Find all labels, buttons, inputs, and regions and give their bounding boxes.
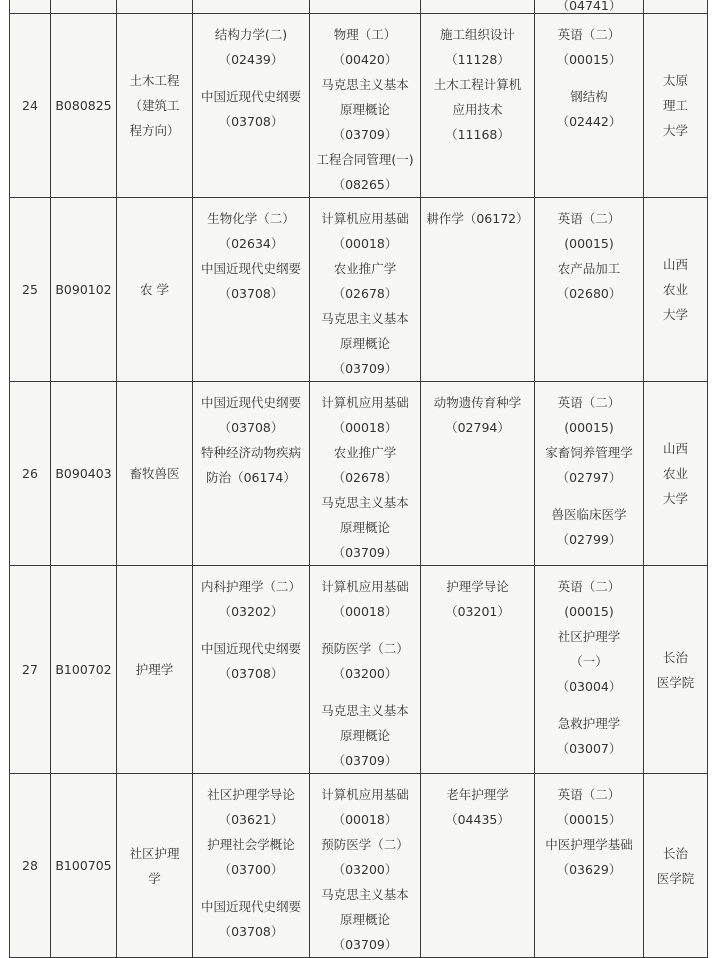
cell-line: 农业 [662, 282, 688, 297]
row-number [10, 566, 51, 774]
cell-line [312, 686, 418, 698]
cell-line: （03708） [218, 114, 284, 129]
cell-line: 27 [22, 662, 38, 677]
school-name [644, 14, 708, 198]
cell-line: 马克思主义基本 [321, 77, 409, 92]
cell-line: 中国近现代史纲要 [200, 641, 301, 656]
cell-line: 施工组织设计 [439, 27, 515, 42]
course-cell-2 [310, 774, 421, 958]
row-number [10, 14, 51, 198]
course-cell-2 [310, 566, 421, 774]
cell-line: （03202） [218, 604, 284, 619]
table-row [10, 382, 708, 566]
course-cell-2 [310, 14, 421, 198]
cell-line: 医学院 [656, 674, 695, 690]
cell-line: （00018） [332, 812, 398, 827]
cell-line: 计算机应用基础 [321, 787, 409, 802]
cell-line: 英语（二） [557, 579, 621, 594]
cell-line: 英语（二） [557, 211, 621, 226]
cell-line: （00018） [332, 420, 398, 435]
cell-line: （11168） [445, 127, 510, 142]
cell-line: 英语（二） [557, 787, 621, 802]
cell-line: （02442） [556, 114, 622, 129]
cell-line: 结构力学(二) [214, 27, 288, 42]
course-cell-3 [421, 774, 535, 958]
course-cell-4 [535, 382, 644, 566]
major-name [117, 14, 193, 198]
cell-line: （03709） [332, 937, 398, 952]
course-cell-1 [193, 14, 310, 198]
row-number [10, 774, 51, 958]
course-cell-3 [421, 198, 535, 382]
cell-line: （03700） [218, 862, 284, 877]
cell-line: 马克思主义基本 [321, 887, 409, 902]
cell-line: 兽医临床医学 [551, 507, 627, 522]
cell-line: 中国近现代史纲要 [200, 395, 301, 410]
cell-line: 山西 [662, 441, 688, 456]
cell-line: 24 [22, 98, 38, 113]
cell-line: （03621） [218, 812, 284, 827]
major-code [51, 14, 117, 198]
cell-line: 护理学 [135, 662, 174, 677]
cell-line [195, 882, 307, 894]
cell-line: 长治 [662, 649, 688, 665]
cell-line: B100702 [55, 662, 112, 677]
cell-line [195, 72, 307, 84]
cell-line: （00015） [556, 812, 622, 827]
cell-line: 预防医学（二） [321, 641, 409, 656]
cell-line: （02799） [556, 532, 622, 547]
course-cell-4 [535, 774, 644, 958]
table-row [10, 14, 708, 198]
cell-line: 物理（工） [333, 27, 397, 42]
school-name [644, 198, 708, 382]
school-name [644, 566, 708, 774]
course-cell-3 [421, 566, 535, 774]
cell-line: （02797） [556, 470, 622, 485]
major-name [117, 382, 193, 566]
cell-line: B090102 [55, 282, 112, 297]
major-code [51, 566, 117, 774]
major-code [51, 382, 117, 566]
major-name [117, 566, 193, 774]
cell-line: 大学 [662, 123, 688, 138]
cell-line: 中国近现代史纲要 [200, 89, 301, 104]
cell-line: 原理概论 [339, 102, 390, 117]
course-cell-4 [535, 566, 644, 774]
cell-line: 畜牧兽医 [129, 466, 180, 481]
cell-line: 耕作学（06172） [426, 211, 529, 226]
cell-line: （11128） [445, 52, 510, 67]
cell-line [537, 72, 641, 84]
cell-line: B090403 [55, 466, 112, 481]
cell-line: （03709） [332, 545, 398, 560]
cell-line: 预防医学（二） [321, 837, 409, 852]
course-cell-1 [193, 198, 310, 382]
major-name [117, 774, 193, 958]
cell-line: （00015） [556, 52, 622, 67]
cell-line: 计算机应用基础 [321, 395, 409, 410]
cell-line: 原理概论 [339, 912, 390, 927]
cell-line: 农业推广学 [333, 445, 397, 460]
cell-line: 农业推广学 [333, 261, 397, 276]
cell-line: 理工 [662, 98, 688, 113]
cell-line: （03004） [556, 679, 622, 694]
cell-line: 中国近现代史纲要 [200, 899, 301, 914]
course-cell-3 [421, 382, 535, 566]
cell-line: （02634） [218, 236, 284, 251]
cell-line [195, 624, 307, 636]
cell-line: 老年护理学 [446, 787, 509, 802]
cell-line: 土木工程计算机 [433, 77, 522, 92]
cell-line: 程方向） [129, 123, 180, 138]
partial-cell-col6: （04741） [535, 0, 644, 14]
cell-line: （03708） [218, 420, 284, 435]
cell-line: (00015) [564, 420, 614, 435]
course-cell-2 [310, 198, 421, 382]
cell-line: （03708） [218, 286, 284, 301]
cell-line: 动物遗传育种学 [433, 395, 522, 410]
cell-line: （04435） [445, 812, 510, 827]
school-name [644, 382, 708, 566]
course-cell-4 [535, 14, 644, 198]
table-row [10, 566, 708, 774]
cell-line [537, 490, 641, 502]
cell-line: 社区护理 [129, 845, 180, 861]
cell-line: 特种经济动物疾病 [200, 445, 301, 460]
cell-line: 农产品加工 [557, 261, 621, 276]
course-cell-3 [421, 14, 535, 198]
cell-line: 马克思主义基本 [321, 495, 409, 510]
cell-line: 工程合同管理(一) [316, 152, 414, 167]
cell-line: （02678） [332, 286, 398, 301]
cell-line: （一） [570, 654, 608, 669]
major-name [117, 198, 193, 382]
cell-line: 生物化学（二） [207, 211, 295, 226]
cell-line: 急救护理学 [557, 716, 621, 731]
course-cell-2 [310, 382, 421, 566]
cell-line: （建筑工 [129, 98, 180, 113]
cell-line: 长治 [662, 845, 688, 861]
course-cell-4 [535, 198, 644, 382]
cell-line: (00015) [564, 236, 614, 251]
cell-line: 防治（06174） [206, 470, 296, 485]
cell-line: 马克思主义基本 [321, 311, 409, 326]
cell-line: 大学 [662, 307, 688, 322]
cell-line: （03007） [556, 741, 622, 756]
cell-line: （00420） [332, 52, 398, 67]
cell-line: 内科护理学（二） [200, 579, 301, 594]
cell-line: 25 [22, 282, 38, 297]
cell-line: （03708） [218, 666, 284, 681]
cell-line: （03709） [332, 127, 398, 142]
cell-line: （03709） [332, 753, 398, 768]
cell-line: （08265） [332, 177, 398, 192]
cell-line: 马克思主义基本 [321, 703, 409, 718]
cell-line: 中国近现代史纲要 [200, 261, 301, 276]
cell-line: （03201） [445, 604, 510, 619]
cell-line: 原理概论 [339, 336, 390, 351]
major-code [51, 198, 117, 382]
cell-line: 原理概论 [339, 520, 390, 535]
table-row-partial [10, 0, 708, 14]
cell-line: 大学 [662, 491, 688, 506]
cell-line: 护理学导论 [446, 579, 509, 594]
cell-line: （03200） [332, 666, 398, 681]
cell-line: 计算机应用基础 [321, 579, 409, 594]
table-row [10, 198, 708, 382]
cell-line: 土木工程 [129, 73, 180, 88]
cell-line [537, 699, 641, 711]
cell-line: 社区护理学导论 [207, 787, 295, 802]
cell-line: （03200） [332, 862, 398, 877]
course-cell-1 [193, 566, 310, 774]
cell-line: （02680） [556, 286, 622, 301]
school-name [644, 774, 708, 958]
cell-line: 应用技术 [452, 102, 503, 117]
cell-line: （02794） [445, 420, 510, 435]
cell-line: （02678） [332, 470, 398, 485]
cell-line: 钢结构 [570, 89, 608, 104]
cell-line: （02439） [218, 52, 284, 67]
cell-line: 英语（二） [557, 395, 621, 410]
cell-line: B100705 [55, 858, 112, 873]
cell-line: B080825 [55, 98, 112, 113]
cell-line: （00018） [332, 604, 398, 619]
cell-line: 英语（二） [557, 27, 621, 42]
cell-line: 28 [22, 858, 38, 873]
major-code [51, 774, 117, 958]
cell-line [312, 624, 418, 636]
course-cell-1 [193, 774, 310, 958]
cell-line: 计算机应用基础 [321, 211, 409, 226]
cell-line: 原理概论 [339, 728, 390, 743]
cell-line: 中医护理学基础 [545, 837, 633, 852]
row-number [10, 198, 51, 382]
cell-line: (00015) [564, 604, 614, 619]
cell-line: 农业 [662, 466, 688, 481]
cell-line: 山西 [662, 257, 688, 272]
exam-course-table [9, 0, 708, 958]
row-number [10, 382, 51, 566]
cell-line: （00018） [332, 236, 398, 251]
cell-line: 医学院 [656, 870, 695, 886]
cell-line: 家畜饲养管理学 [545, 445, 633, 460]
table-row [10, 774, 708, 958]
cell-line: 26 [22, 466, 38, 481]
course-cell-1 [193, 382, 310, 566]
cell-line: 社区护理学 [557, 629, 621, 644]
cell-line: （03709） [332, 361, 398, 376]
cell-line: 农 学 [140, 282, 169, 297]
cell-line: （03629） [556, 862, 622, 877]
cell-line: 学 [148, 870, 161, 886]
cell-line: （03708） [218, 924, 284, 939]
cell-line: 太原 [662, 73, 688, 88]
cell-line: 护理社会学概论 [207, 837, 295, 852]
